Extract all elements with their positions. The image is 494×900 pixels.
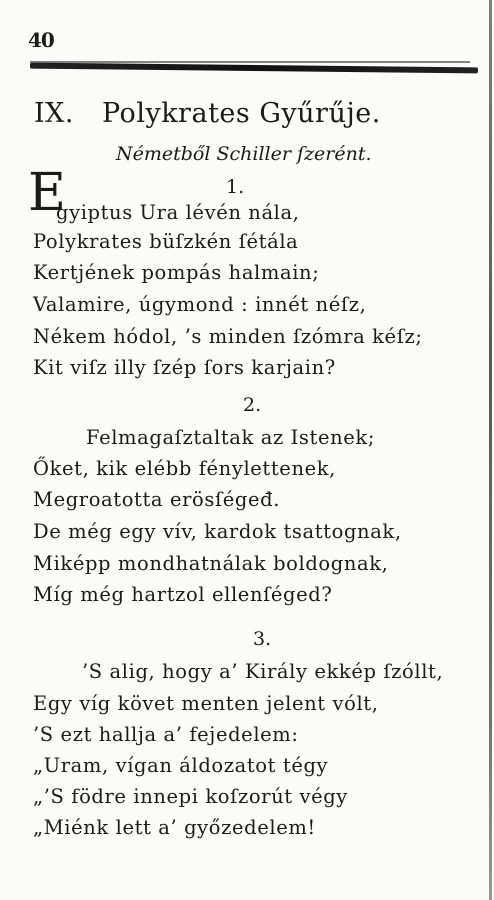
poem-number: IX.	[34, 98, 74, 129]
verse-line: Megroatotta erösſégeđ.	[33, 488, 281, 511]
page-edge-shadow	[489, 0, 492, 900]
poem-subtitle: Németből Schiller ſzerént.	[116, 143, 372, 165]
verse-line: Polykrates büſzkén ſétála	[33, 230, 299, 253]
poem-title-text: Polykrates Gyűrűje.	[101, 98, 381, 129]
stanza-number: 2.	[243, 394, 262, 416]
verse-line: ’S alig, hogy a’ Király ekkép ſzóllt,	[82, 660, 444, 683]
header-rule	[30, 63, 478, 74]
poem-title	[34, 98, 381, 129]
page-number: 40	[28, 28, 54, 52]
stanza-number: 3.	[253, 628, 272, 650]
verse-line: Felmagaſztaltak az Istenek;	[86, 426, 375, 449]
verse-line: „Uram, vígan áldozatot tégy	[33, 754, 329, 777]
drop-cap: E	[28, 163, 66, 223]
verse-line: Kertjének pompás halmain;	[33, 261, 320, 284]
verse-line: Miképp mondhatnálak boldognak,	[33, 552, 389, 575]
verse-line: gyiptus Ura lévén nála,	[56, 201, 300, 224]
stanza-number: 1.	[226, 176, 245, 198]
verse-line: De még egy vív, kardok tsattognak,	[33, 520, 402, 543]
verse-line: Egy víg követ menten jelent vólt,	[33, 692, 379, 715]
verse-line: Őket, kik elébb fénylettenek,	[33, 457, 336, 480]
verse-line: „Miénk lett a’ győzedelem!	[33, 816, 316, 839]
verse-line: Kit viſz illy ſzép ſors karjain?	[33, 356, 336, 379]
verse-line: Nékem hódol, ’s minden ſzómra kéſz;	[33, 325, 423, 348]
verse-line: Míg még hartzol ellenſéged?	[33, 583, 333, 606]
verse-line: „’S födre innepi koſzorút végy	[33, 785, 348, 808]
verse-line: Valamire, úgymond : innét néſz,	[33, 293, 367, 316]
verse-line: ’S ezt hallja a’ fejedelem:	[33, 723, 299, 746]
